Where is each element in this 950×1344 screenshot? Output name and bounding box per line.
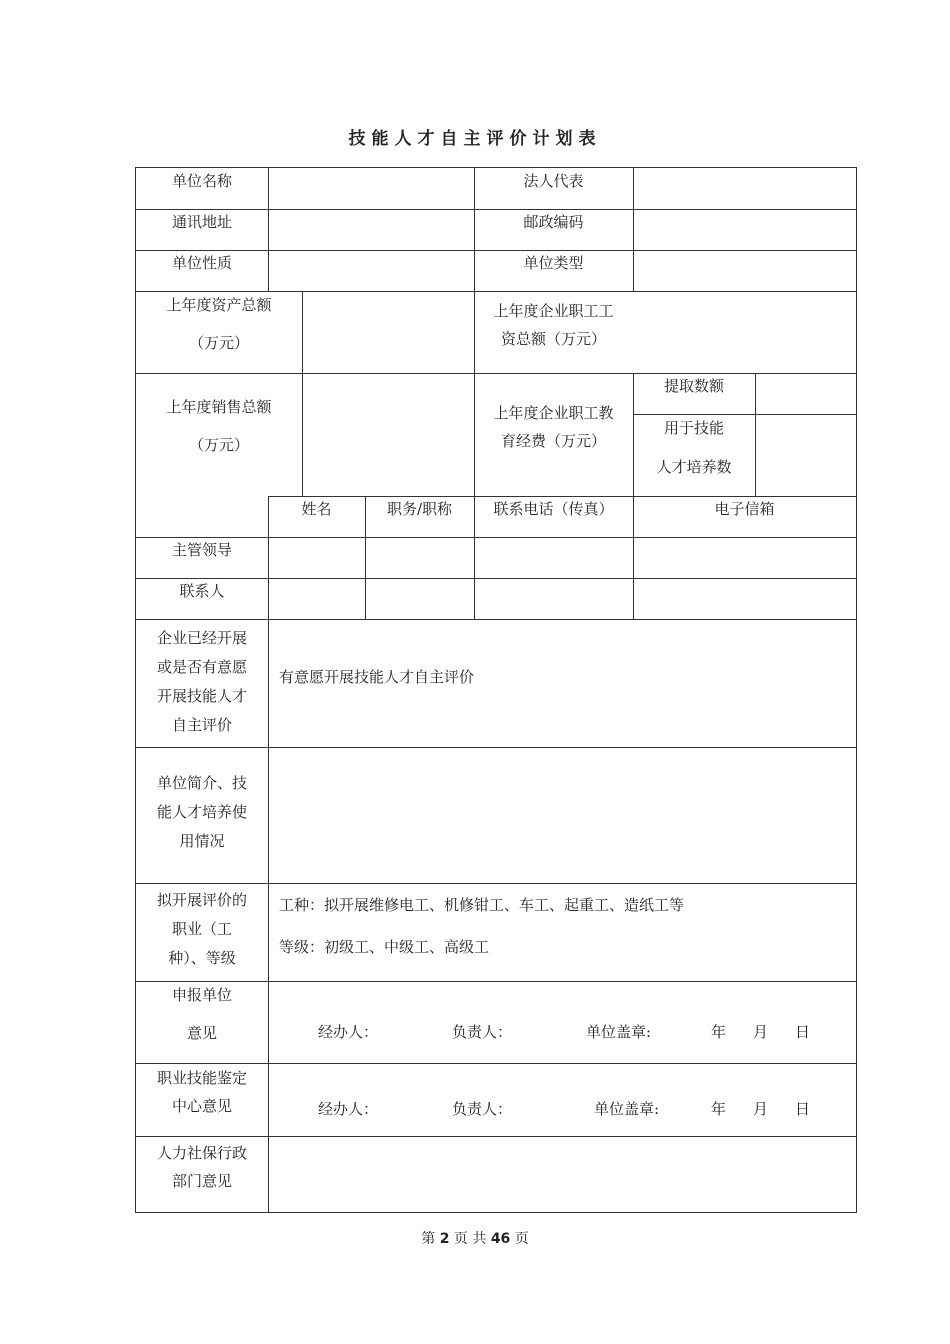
page-number: 2 <box>439 1231 450 1247</box>
label-leader: 主管领导 <box>171 541 232 559</box>
col-phone: 联系电话（传真） <box>493 500 614 518</box>
label-unit-intro: 单位简介、技 能人才培养使 用情况 <box>156 774 247 850</box>
center-seal: 单位盖章: <box>594 1100 660 1118</box>
apply-responsible: 负责人： <box>452 1023 513 1041</box>
evaluation-plan-form <box>135 167 857 1213</box>
center-handler: 经办人： <box>318 1100 379 1118</box>
label-hr-opinion: 人力社保行政 部门意见 <box>156 1144 247 1190</box>
apply-handler: 经办人： <box>318 1023 379 1041</box>
page-total: 46 <box>490 1231 511 1247</box>
label-assets: 上年度资产总额 （万元） <box>166 296 272 352</box>
center-responsible: 负责人： <box>452 1100 513 1118</box>
label-unit-type: 单位类型 <box>523 254 584 272</box>
label-unit-nature: 单位性质 <box>171 254 232 272</box>
label-education-fund: 上年度企业职工教 育经费（万元） <box>493 404 614 450</box>
label-center-opinion: 职业技能鉴定 中心意见 <box>156 1069 247 1115</box>
col-email: 电子信箱 <box>714 500 775 518</box>
label-apply-unit-opinion: 申报单位 意见 <box>171 986 232 1042</box>
label-used-for-training: 用于技能 人才培养数 <box>656 419 732 476</box>
label-sales: 上年度销售总额 （万元） <box>166 398 272 454</box>
occupation-types: 工种：拟开展维修电工、机修钳工、车工、起重工、造纸工等 <box>279 896 685 914</box>
apply-year: 年 <box>711 1023 727 1041</box>
label-address: 通讯地址 <box>171 213 232 231</box>
center-year: 年 <box>711 1100 727 1118</box>
eval-answer: 有意愿开展技能人才自主评价 <box>279 668 475 686</box>
apply-seal: 单位盖章: <box>586 1023 652 1041</box>
label-eval-willingness: 企业已经开展 或是否有意愿 开展技能人才 自主评价 <box>156 629 247 734</box>
col-name: 姓名 <box>301 500 332 518</box>
label-postal-code: 邮政编码 <box>523 213 584 231</box>
label-occupation: 拟开展评价的 职业（工 种）、等级 <box>156 891 247 967</box>
label-legal-rep: 法人代表 <box>523 172 584 190</box>
label-wages: 上年度企业职工工 资总额（万元） <box>493 302 614 348</box>
col-title: 职务/职称 <box>386 500 453 518</box>
occupation-levels: 等级：初级工、中级工、高级工 <box>279 938 490 956</box>
label-withdraw-amount: 提取数额 <box>663 377 724 395</box>
form-title: 技能人才自主评价计划表 <box>348 129 602 149</box>
apply-month: 月 <box>753 1023 769 1041</box>
label-contact: 联系人 <box>179 582 225 600</box>
center-day: 日 <box>795 1100 811 1118</box>
center-month: 月 <box>753 1100 769 1118</box>
label-unit-name: 单位名称 <box>171 172 232 190</box>
page-footer: 第 2 页 共 46 页 <box>421 1231 529 1247</box>
apply-day: 日 <box>795 1023 811 1041</box>
